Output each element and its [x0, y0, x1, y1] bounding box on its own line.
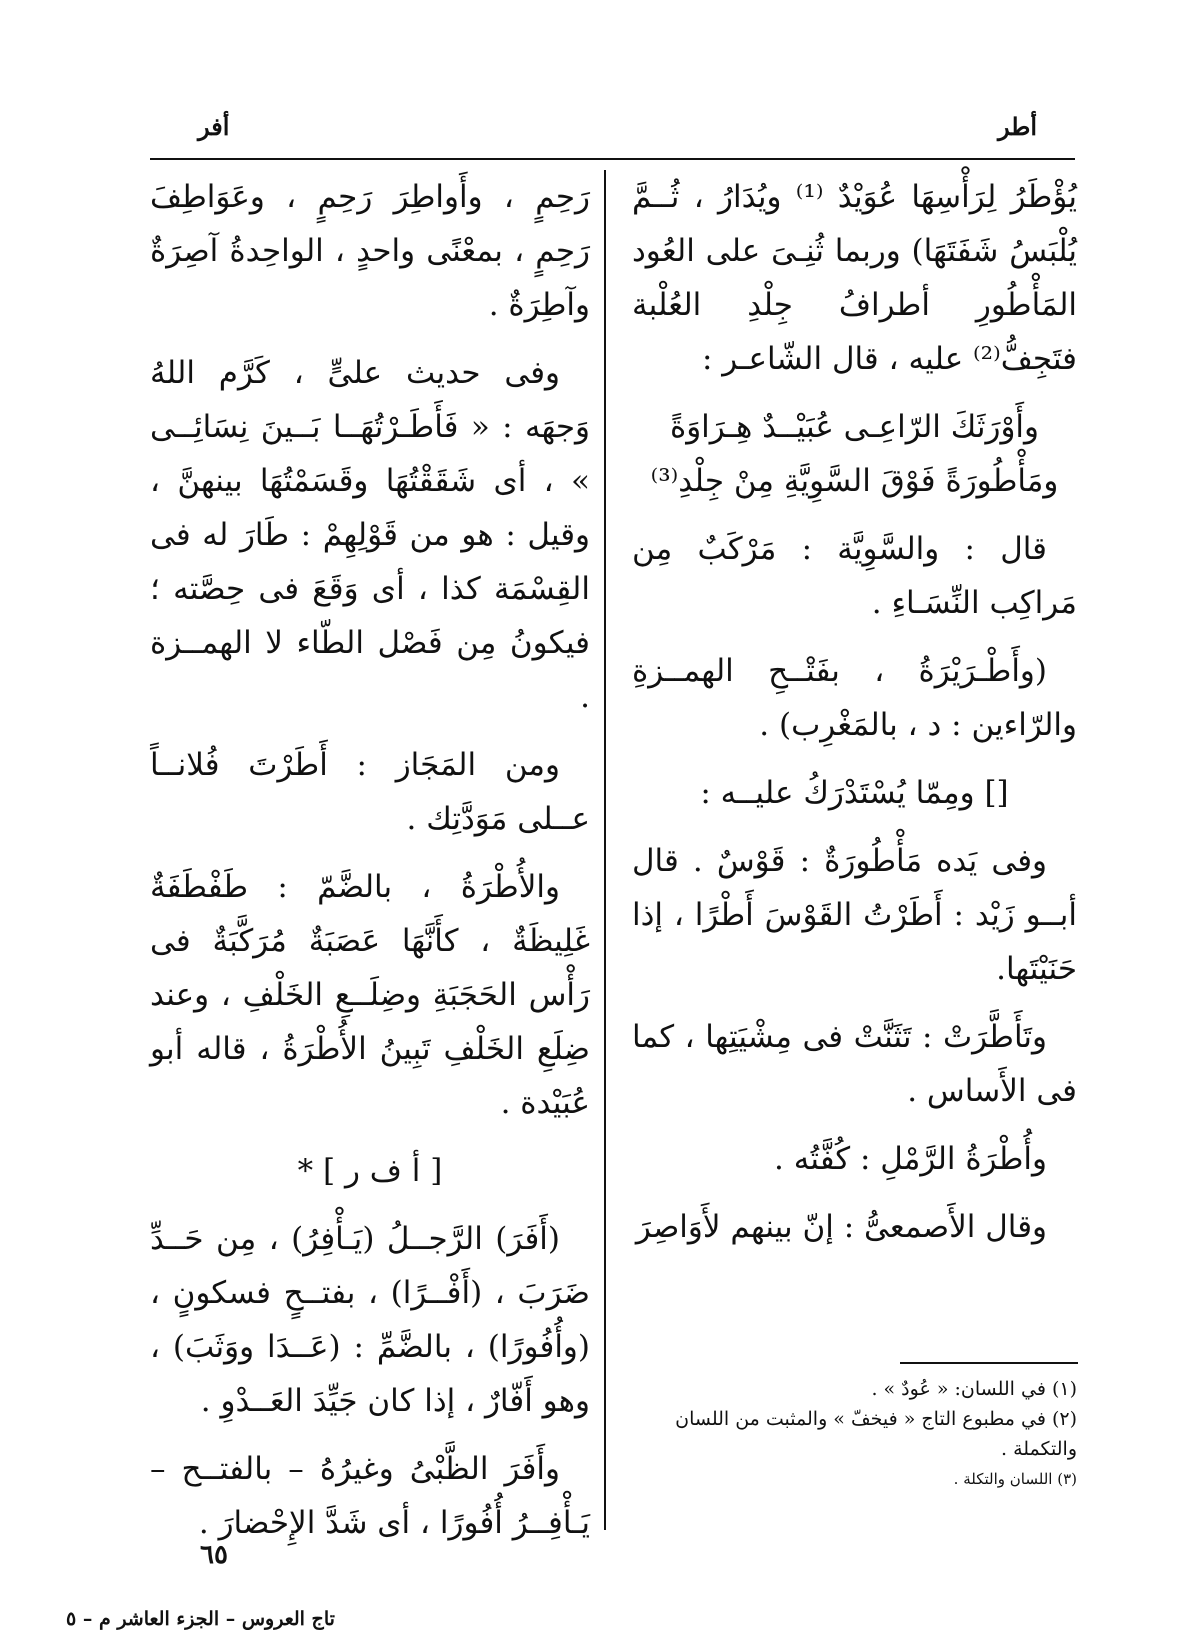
running-head-left: أفر	[198, 112, 230, 141]
footnote: (١) في اللسان: « عُودٌ » .	[871, 1378, 1077, 1400]
footnotes	[632, 1374, 1077, 1494]
entry-heading: [ أ ف ر ] *	[297, 1153, 443, 1189]
footnote: (٢) في مطبوع التاج « فيخفّ » والمثبت من اللسان والتكملة .	[675, 1408, 1077, 1460]
verse-line: وأَوْرَثَكَ الرّاعِـى عُبَيْــدٌ هِـرَاوَةً	[669, 409, 1040, 445]
paragraph: ومن المَجَاز : أَطَرْتَ فُلانــاً عــلى مَوَدَّتِك .	[150, 747, 590, 837]
running-head-right: أطر	[997, 112, 1037, 141]
paragraph: رَحِمٍ ، وأَواطِرَ رَحِمٍ ، وعَوَاطِفَ رَحِمٍ ، بمعْنًى واحدٍ ، الواحِدةُ آصِرَةٌ وآطِرَةٌ .	[150, 179, 590, 323]
signature-line: تاج العروس – الجزء العاشر م – ٥	[66, 1608, 335, 1630]
paragraph: وفى حديث علىٍّ ، كَرَّم اللهُ وَجهَه : « فَأَطَـرْتُهَــا بَــينَ نِسَائِــى » ، أى شَقَقْتُهَا وقَسَمْتُهَا بينهنَّ ، وقيل : هو من قَوْلِهِمْ : طَارَ له فى القِسْمَة كذا ، أى وَقَعَ فى حِصَّته ؛ فيكونُ مِن فَصْل الطّاء لا الهمــزة .	[150, 355, 590, 715]
paragraph: وتَأَطَّرَتْ : تَثَنَّتْ فى مِشْيَتِها ، كما فى الأَساس .	[632, 1019, 1077, 1109]
section-marker: [] ومِمّا يُسْتَدْرَكُ عليــه :	[700, 775, 1009, 811]
paragraph: والأُطْرَةُ ، بالضَّمّ : طَفْطَفَةٌ غَلِيظَةٌ ، كأَنَّهَا عَصَبَةٌ مُرَكَّبَةٌ فى رَأْس الحَجَبَةِ وضِلَــعِ الخَلْفِ ، وعند ضِلَعِ الخَلْفِ تَبِينُ الأُطْرَةُ ، قاله أبو عُبَيْدة .	[150, 869, 590, 1121]
paragraph: وأُطْرَةُ الرَّمْلِ : كُفَّتُه .	[774, 1141, 1047, 1177]
footnote: (٣) اللسان والتكلة .	[953, 1470, 1077, 1488]
paragraph: وأَفَرَ الظَّبْىُ وغيرُهُ – بالفتــح – يَـأْفِــرُ أُفُورًا ، أى شَدَّ الإِحْضارَ .	[150, 1451, 590, 1541]
column-divider	[604, 170, 606, 1530]
paragraph: (وأَطْـرَيْرَةُ ، بفَتْــحِ الهمــزةِ والرّاءين : د ، بالمَغْرِب) .	[632, 653, 1077, 743]
left-column	[150, 170, 590, 1564]
paragraph: قال : والسَّوِيَّة : مَرْكَبٌ مِن مَراكِب النِّسَـاءِ .	[632, 531, 1077, 621]
page-number: ٦٥	[200, 1540, 228, 1570]
paragraph: يُؤْطَرُ لِرَأْسِهَا عُوَيْدٌ ⁽¹⁾ ويُدَارُ ، ثُــمَّ يُلْبَسُ شَفَتَهَا) وربما ثُنِـىَ على العُود المَأْطُورِ أطرافُ جِلْدِ العُلْبة فتَجِفُّ⁽²⁾ عليه ، قال الشّاعـر :	[632, 179, 1077, 377]
paragraph: وفى يَده مَأْطُورَةٌ : قَوْسٌ . قال أبــو زَيْد : أَطَرْتُ القَوْسَ أَطْرًا ، إذا حَنَيْتَها.	[632, 843, 1077, 987]
verse	[632, 400, 1077, 508]
right-column	[632, 170, 1077, 1268]
paragraph: (أَفَرَ) الرَّجــلُ (يَـأْفِرُ) ، مِن حَــدِّ ضَرَبَ ، (أَفْــرًا) ، بفتــحٍ فسكونٍ ، (وأُفُورًا) ، بالضَّمِّ : (عَــدَا ووَثَبَ) ، وهو أَفّارٌ ، إذا كان جَيِّدَ العَــدْوِ .	[150, 1221, 590, 1419]
header-rule	[150, 158, 1075, 160]
footnote-rule	[900, 1362, 1078, 1364]
verse-line: ومَأْطُورَةً فَوْقَ السَّوِيَّةِ مِنْ جِلْدِ⁽³⁾	[650, 463, 1059, 499]
paragraph: وقال الأَصمعىُّ : إنّ بينهم لأَوَاصِرَ	[635, 1209, 1047, 1245]
